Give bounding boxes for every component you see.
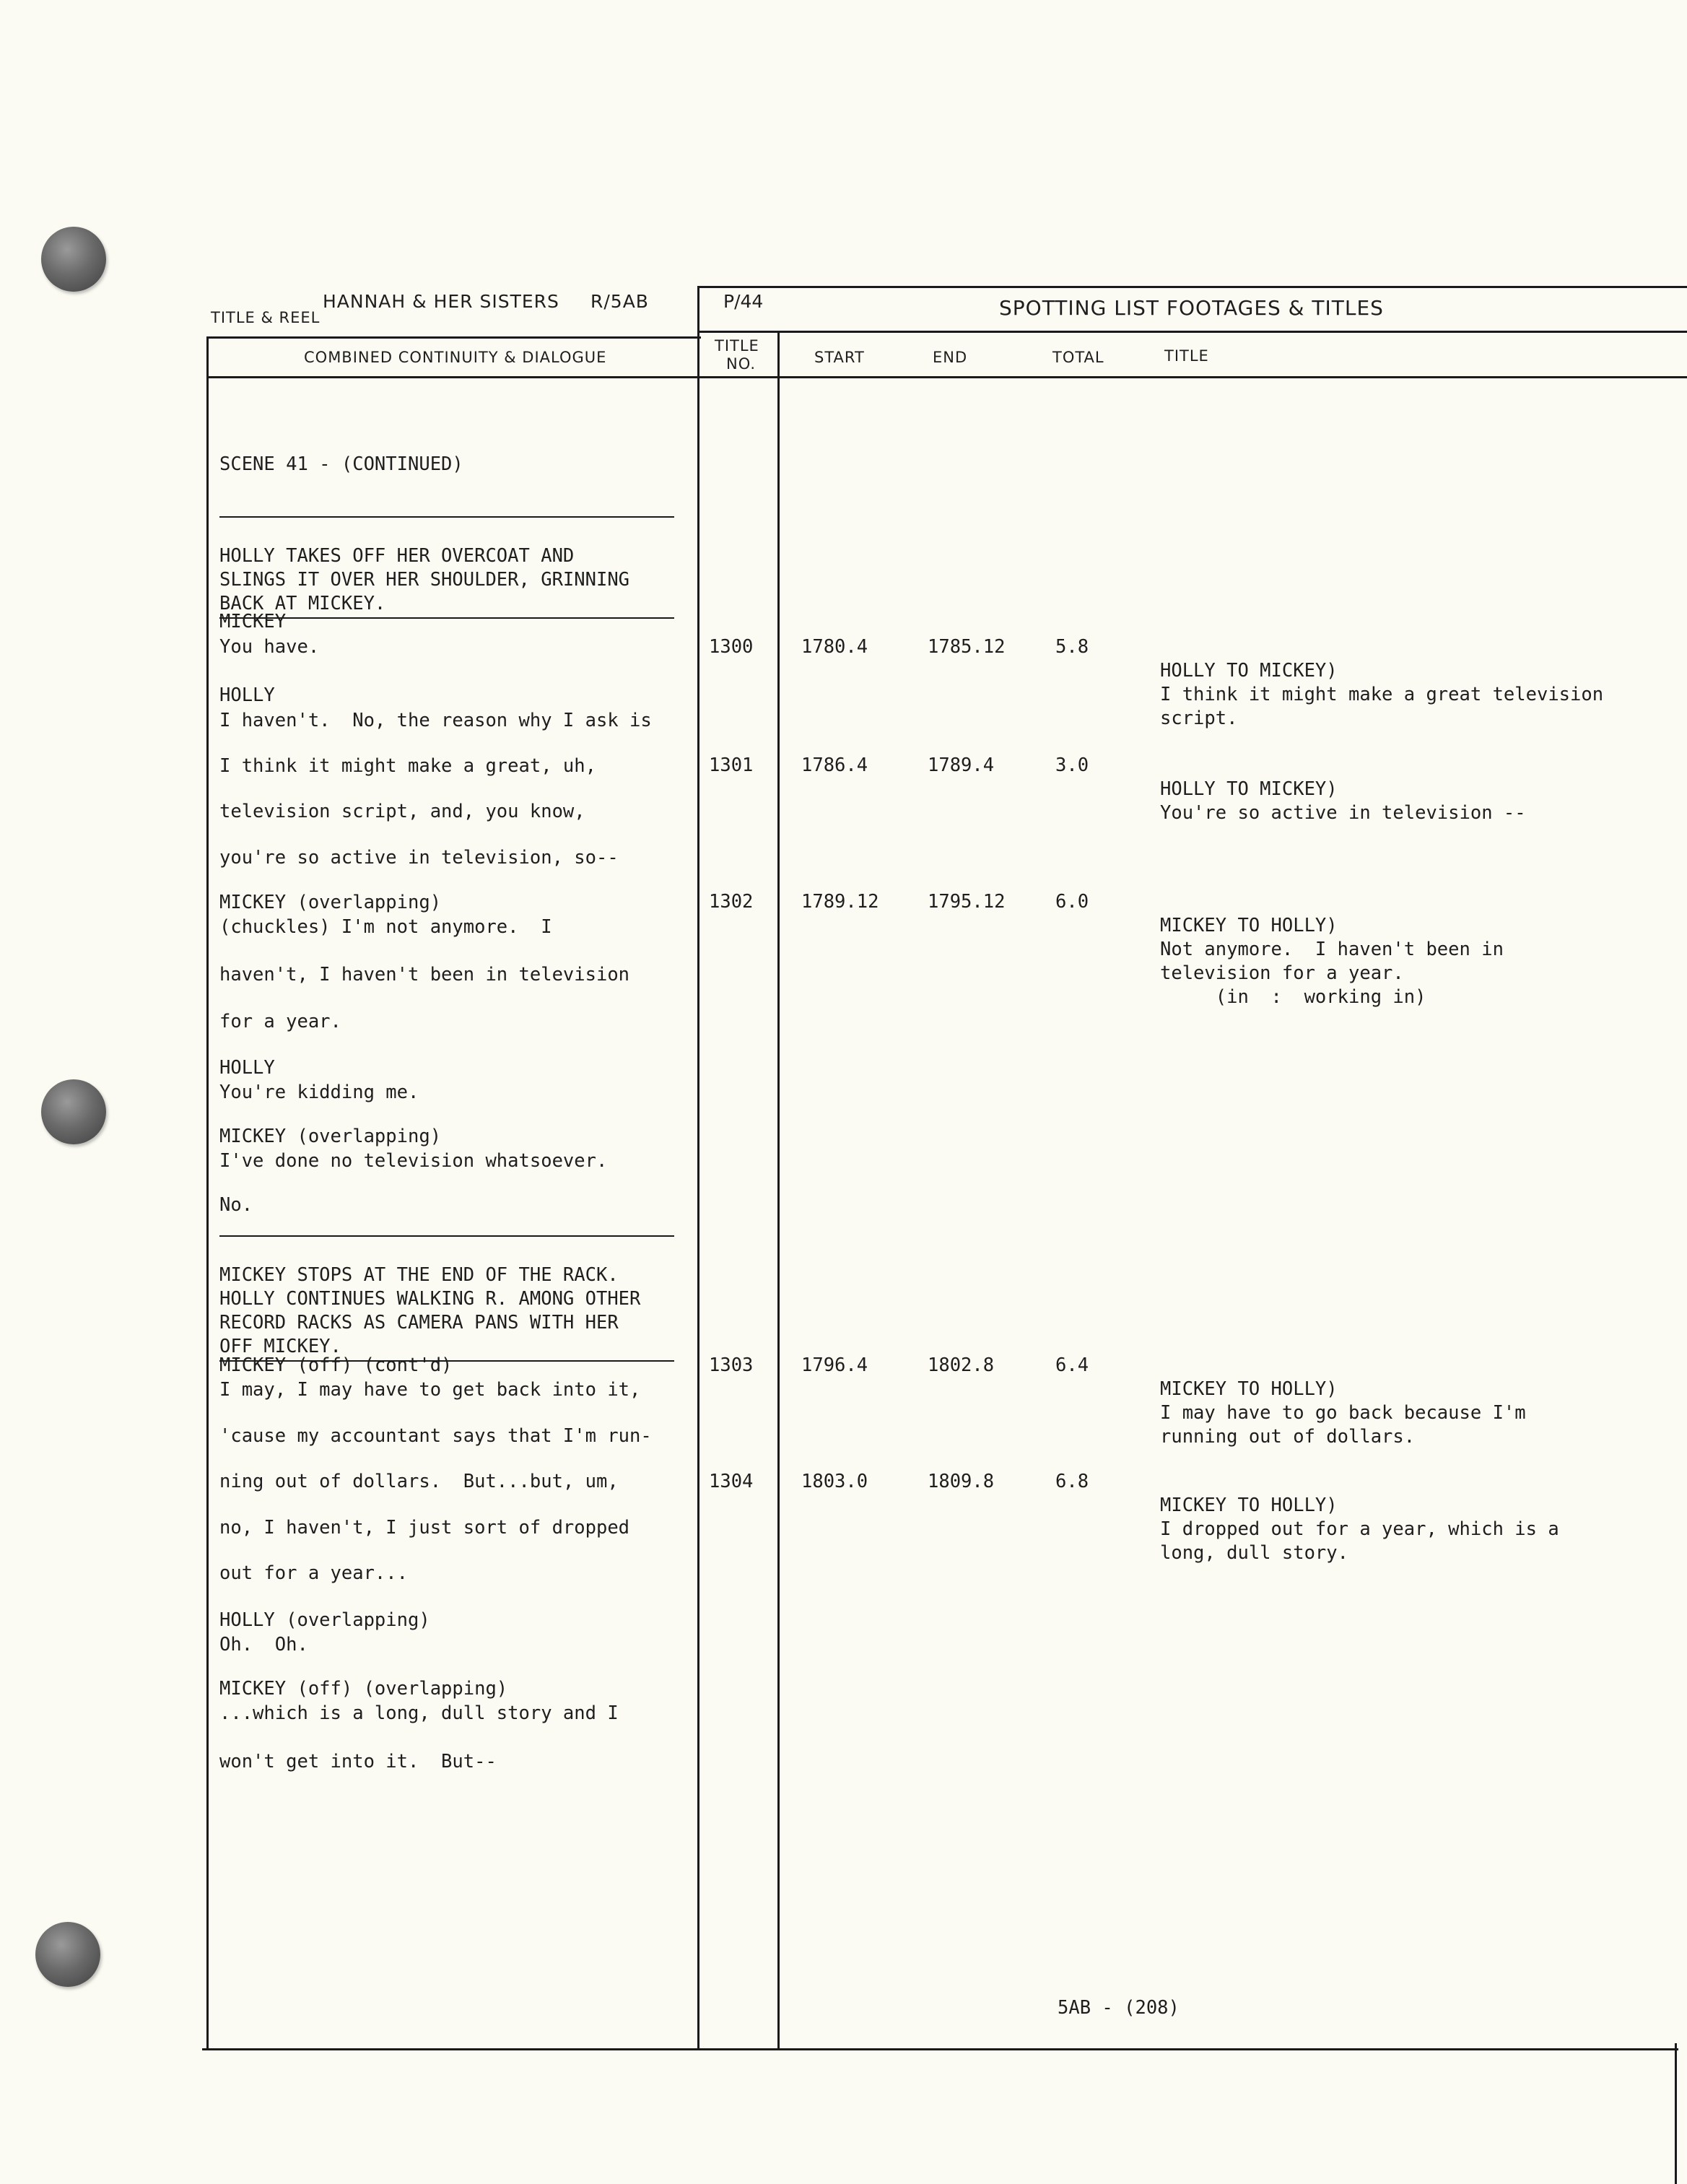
spot-title-line: You're so active in television -- (1160, 802, 1526, 824)
dialogue-line: I may, I may have to get back into it, (219, 1379, 641, 1401)
header-mid-rule (699, 331, 1687, 333)
spot-start: 1780.4 (801, 636, 868, 658)
speaker: MICKEY (off) (overlapping) (219, 1678, 508, 1700)
dialogue-line: I think it might make a great, uh, (219, 755, 596, 777)
action-line: HOLLY CONTINUES WALKING R. AMONG OTHER (219, 1288, 641, 1310)
action-block-1 (219, 516, 674, 619)
action-line: BACK AT MICKEY. (219, 593, 386, 614)
speaker: HOLLY (219, 1057, 275, 1079)
reel-title: HANNAH & HER SISTERS (323, 291, 559, 312)
title-reel-label: TITLE & REEL (211, 309, 321, 326)
spot-title-no: 1302 (709, 891, 754, 913)
spot-end: 1795.12 (928, 891, 1006, 913)
spot-title-line: long, dull story. (1160, 1542, 1348, 1564)
speaker: MICKEY (overlapping) (219, 1126, 442, 1147)
spot-total: 5.8 (1055, 636, 1089, 658)
spot-total: 3.0 (1055, 754, 1089, 776)
dialogue-line: ning out of dollars. But...but, um, (219, 1471, 619, 1492)
right-edge (1675, 2043, 1677, 2184)
spot-title-line: HOLLY TO MICKEY) (1160, 660, 1338, 682)
dialogue-line: I haven't. No, the reason why I ask is (219, 710, 652, 731)
action-line: HOLLY TAKES OFF HER OVERCOAT AND (219, 545, 575, 567)
action-line: RECORD RACKS AS CAMERA PANS WITH HER (219, 1312, 619, 1334)
spot-start: 1796.4 (801, 1354, 868, 1376)
col-header-end: END (933, 349, 968, 366)
table-top-rule (206, 336, 701, 339)
spot-title-no: 1304 (709, 1471, 754, 1492)
spot-start: 1786.4 (801, 754, 868, 776)
action-block-2 (219, 1235, 674, 1362)
action-line: MICKEY STOPS AT THE END OF THE RACK. (219, 1264, 619, 1286)
speaker: HOLLY (overlapping) (219, 1609, 430, 1631)
spot-title-line: I think it might make a great television (1160, 684, 1604, 705)
spot-title-line: I dropped out for a year, which is a (1160, 1518, 1559, 1540)
dialogue-line: (chuckles) I'm not anymore. I (219, 916, 552, 938)
spot-end: 1802.8 (928, 1354, 995, 1376)
reel-code: R/5AB (590, 291, 649, 312)
spot-title-line: television for a year. (1160, 962, 1404, 984)
dialogue-line: for a year. (219, 1011, 341, 1032)
action-line: SLINGS IT OVER HER SHOULDER, GRINNING (219, 569, 630, 591)
spot-title-no: 1300 (709, 636, 754, 658)
spot-title-line: running out of dollars. (1160, 1426, 1416, 1448)
col-header-total: TOTAL (1052, 349, 1104, 366)
spot-title-text (1160, 1470, 1559, 1565)
col-header-continuity: COMBINED CONTINUITY & DIALOGUE (304, 349, 607, 366)
spot-title-line: (in : working in) (1160, 986, 1426, 1008)
column-header-rule (206, 376, 1687, 378)
spot-title-line: MICKEY TO HOLLY) (1160, 1495, 1338, 1516)
dialogue-line: won't get into it. But-- (219, 1751, 497, 1772)
col-header-title-no-2: NO. (726, 355, 757, 373)
binder-hole-top (41, 227, 106, 292)
spot-title-line: Not anymore. I haven't been in (1160, 939, 1504, 960)
dialogue-line: You're kidding me. (219, 1082, 419, 1103)
spot-title-text (1160, 890, 1504, 1009)
spot-title-line: script. (1160, 708, 1238, 729)
spot-title-text (1160, 754, 1526, 825)
spot-title-line: HOLLY TO MICKEY) (1160, 778, 1338, 800)
col-header-start: START (814, 349, 865, 366)
col-header-title-no-1: TITLE (715, 337, 759, 354)
speaker: MICKEY (overlapping) (219, 892, 442, 913)
spot-end: 1785.12 (928, 636, 1006, 658)
spot-total: 6.0 (1055, 891, 1089, 913)
dialogue-line: Oh. Oh. (219, 1634, 308, 1656)
binder-hole-middle (41, 1079, 106, 1144)
binder-hole-bottom (35, 1922, 100, 1987)
speaker: MICKEY (off) (cont'd) (219, 1354, 453, 1376)
spot-start: 1803.0 (801, 1471, 868, 1492)
table-bottom-rule (202, 2048, 1678, 2050)
spot-end: 1809.8 (928, 1471, 995, 1492)
dialogue-line: haven't, I haven't been in television (219, 964, 630, 986)
divider-title-no (777, 333, 780, 2050)
spot-start: 1789.12 (801, 891, 879, 913)
page-reference: 5AB - (208) (1058, 1997, 1180, 2019)
speaker: HOLLY (219, 684, 275, 706)
dialogue-line: ...which is a long, dull story and I (219, 1702, 619, 1724)
left-border (206, 336, 209, 2050)
dialogue-line: 'cause my accountant says that I'm run- (219, 1425, 652, 1447)
dialogue-line: you're so active in television, so-- (219, 847, 619, 869)
page-code: P/44 (723, 291, 764, 312)
spot-total: 6.4 (1055, 1354, 1089, 1376)
dialogue-line: no, I haven't, I just sort of dropped (219, 1517, 630, 1539)
dialogue-line: I've done no television whatsoever. (219, 1150, 608, 1172)
scene-heading: SCENE 41 - (CONTINUED) (219, 453, 463, 475)
header-top-rule (699, 286, 1687, 288)
spot-total: 6.8 (1055, 1471, 1089, 1492)
dialogue-line: out for a year... (219, 1562, 408, 1584)
spot-title-no: 1303 (709, 1354, 754, 1376)
dialogue-line: You have. (219, 636, 320, 658)
spot-end: 1789.4 (928, 754, 995, 776)
spot-title-text (1160, 635, 1603, 731)
action-line: OFF MICKEY. (219, 1336, 341, 1357)
spot-title-text (1160, 1354, 1526, 1449)
spot-title-line: MICKEY TO HOLLY) (1160, 915, 1338, 936)
spot-title-line: I may have to go back because I'm (1160, 1402, 1526, 1424)
dialogue-line: No. (219, 1194, 253, 1216)
spot-title-line: MICKEY TO HOLLY) (1160, 1378, 1338, 1400)
list-title: SPOTTING LIST FOOTAGES & TITLES (999, 296, 1384, 320)
speaker: MICKEY (219, 611, 287, 632)
dialogue-line: television script, and, you know, (219, 801, 585, 822)
divider-continuity (697, 286, 699, 2050)
col-header-title: TITLE (1164, 347, 1209, 365)
spot-title-no: 1301 (709, 754, 754, 776)
